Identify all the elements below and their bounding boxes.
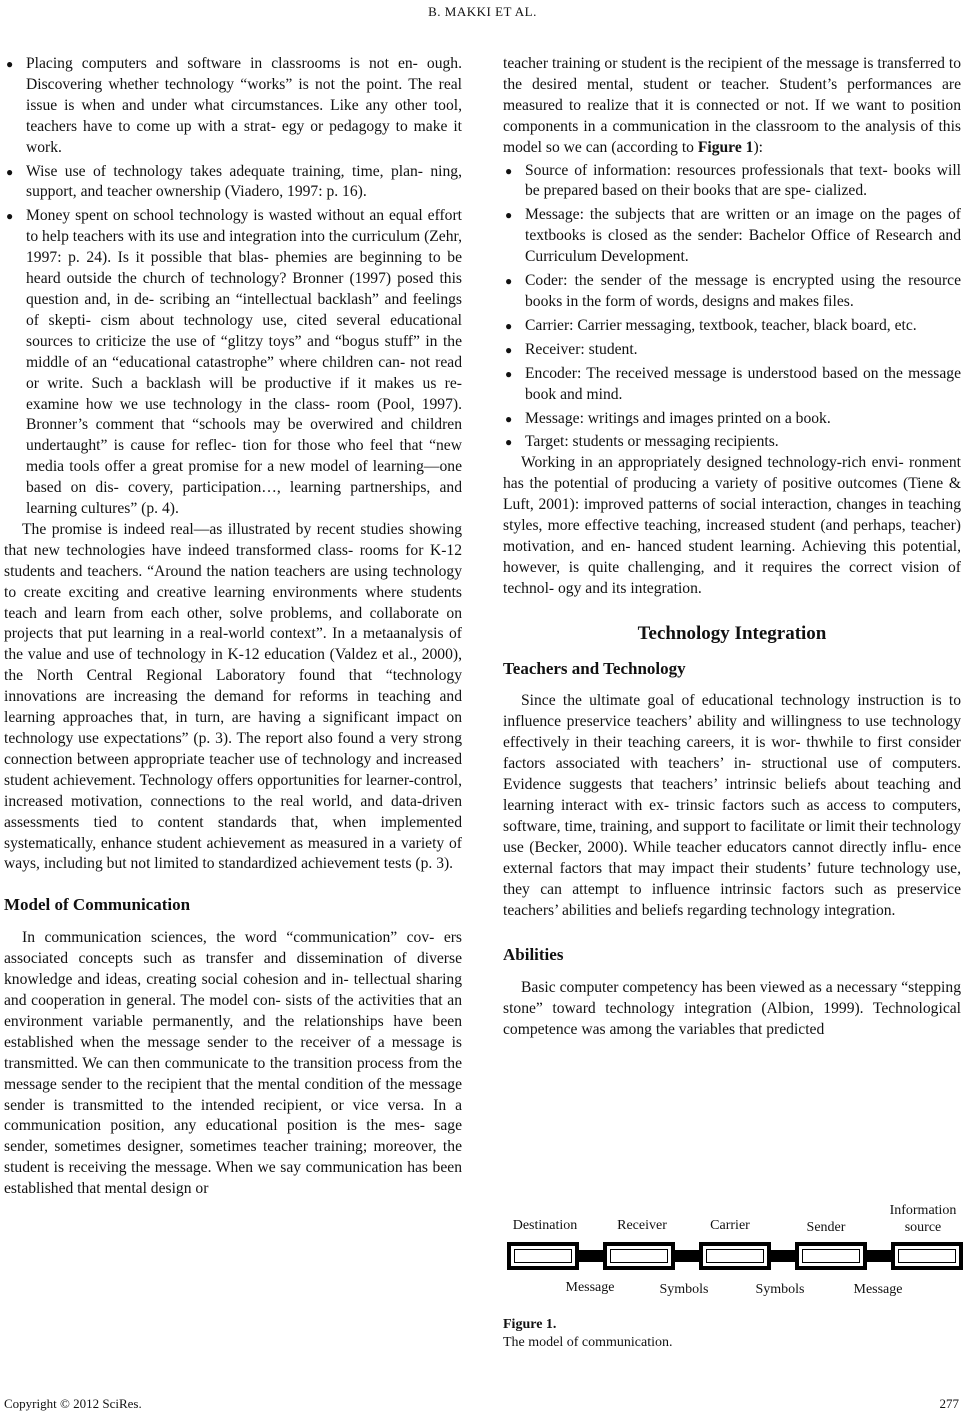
label-message-left: Message bbox=[565, 1280, 615, 1295]
label-receiver: Receiver bbox=[617, 1218, 667, 1233]
label-symbols-right: Symbols bbox=[755, 1282, 805, 1297]
bullet-icon: ● bbox=[505, 342, 513, 357]
label-information-source: Information source bbox=[889, 1203, 957, 1235]
list-item: ● Receiver: student. bbox=[503, 340, 961, 361]
information-source-box bbox=[891, 1242, 963, 1270]
left-bullet-list bbox=[4, 54, 462, 520]
list-item: ● Message: the subjects that are written or an image on the pages of textbooks is closed as the sender: Bachelor Office of Research and Curriculum Development. bbox=[505, 206, 961, 266]
figure-reference: Figure 1 bbox=[697, 138, 754, 156]
connector bbox=[867, 1250, 891, 1262]
list-item: ● Source of information: resources professionals that text- books will be prepared based on their books that are spe- cialized. bbox=[505, 161, 961, 200]
list-item: ● Coder: the sender of the message is encrypted using the resource books in the form of words, designs and makes files. bbox=[505, 272, 961, 310]
figure-caption bbox=[503, 1316, 673, 1352]
communication-model-figure bbox=[503, 1200, 965, 1320]
carrier-box bbox=[699, 1242, 771, 1270]
list-item: ● Message: writings and images printed on a book. bbox=[503, 409, 961, 430]
body-paragraph: The promise is indeed real—as illustrated by recent studies showing that new technologies have indeed transformed class- rooms for K-12 students and teachers. “Around the nation teachers are using technology to create exciting and creative learning environments where students teach and learn from each other, solve problems, and collaborate on projects that put learning in a real-world context”. In a metaanalysis of the value and use of technology in K-12 education (Valdez et al., 2000), the North Central Regional Laboratory found that “technology innovations are increasing the demand for reforms in teaching and learning approaches that, in turn, are having a significant impact on technology use expectations” (p. 3). The report also found a very strong connection between appropriate teacher use of technology and increased student achievement. Technology offers opportunities for learner-control, increased motivation, connections to the real world, and data-driven assessments tied to content standards that, when implemented systematically, enhance student achievement as measured in a variety of ways, including but not limited to standardized achievement tests (p. 3). bbox=[4, 520, 462, 873]
body-paragraph: teacher training or student is the recipient of the message is transferred to the desired mental, student or teacher. Student’s performances are measured to realize that it is connected or not. If we want to position components in a communication in the classroom to the analysis of this model so we can (according to Figure 1): bbox=[503, 55, 961, 156]
subsection-heading: Abilities bbox=[503, 945, 564, 965]
bullet-icon: ● bbox=[6, 164, 14, 179]
bullet-icon: ● bbox=[6, 57, 14, 71]
connector bbox=[771, 1250, 795, 1262]
label-message-right: Message bbox=[853, 1282, 903, 1297]
bullet-icon: ● bbox=[505, 208, 513, 223]
list-item: ● Encoder: The received message is understood based on the message book and mind. bbox=[505, 364, 961, 403]
section-heading: Technology Integration bbox=[637, 622, 827, 644]
figure-caption-title: Figure 1. bbox=[503, 1317, 557, 1332]
bullet-icon: ● bbox=[505, 163, 513, 178]
list-item: ● Placing computers and software in classrooms is not en- ough. Discovering whether technology “works” is not the point. The real issue is when and under what circumstances. Like any other tool, teachers have to come up with a strat- egy or pedagogy to make it work. bbox=[6, 55, 462, 156]
running-header: B. MAKKI ET AL. bbox=[428, 4, 537, 19]
list-item: ● Wise use of technology takes adequate training, time, plan- ning, support, and teacher ownership (Viadero, 1997: p. 16). bbox=[6, 162, 462, 201]
label-symbols-left: Symbols bbox=[659, 1282, 709, 1297]
connector bbox=[579, 1250, 603, 1262]
list-item: ● Money spent on school technology is wasted without an equal effort to help teachers with its use and integration into the curriculum (Zehr, 1997: p. 24). Is it possible that blas- phemies are beginning to be heard outside the church of technology? Bronner (1997) posed this question and, in de- scribing an “intellectual backlash” and feelings of skepti- cism about technology use, cited several educational sources to criticize the use of “glitzy toys” and “bogus stuff” in the middle of an “educational catastrophe” where children can- not read or write. Such a backlash will be productive if it makes us re-examine how we use technology in the class- room (Pool, 1997). Bronner’s comment that “schools may be overwired and children undertaught” is cause for reflec- tion for those who feel that “new media tools offer a great promise for a new model of learning—one based on dis- covery, participation…, learning partnerships, and learning cultures” (p. 4). bbox=[6, 207, 462, 518]
bullet-icon: ● bbox=[505, 318, 513, 333]
list-item: ● Target: students or messaging recipients. bbox=[503, 432, 961, 453]
subsection-heading: Teachers and Technology bbox=[503, 658, 686, 678]
figure-caption-text: The model of communication. bbox=[503, 1335, 673, 1350]
right-bullet-list bbox=[503, 161, 961, 454]
label-destination: Destination bbox=[512, 1218, 578, 1233]
section-heading: Model of Communication bbox=[4, 895, 191, 915]
list-item: ● Carrier: Carrier messaging, textbook, teacher, black board, etc. bbox=[503, 316, 961, 337]
body-paragraph: In communication sciences, the word “communication” cov- ers associated concepts such as transfer and dissemination of diverse knowledge and ideas, creating social cohesion and in- tellectual sharing and cooperation in general. The model con- sists of the activities that an environment variable permanently, and the relationships have been established when the message sender to the receiver of a message is transmitted. We can then communicate to the transition process from the message sender to the recipient that the mental condition of the message sender is transmitted to the intended recipient, or vice versa. In a communication position, any educational position is the mes- sage sender, sometimes designer, sometimes teacher training; moreover, the student is receiving the message. When we say communication has been established that mental design or bbox=[4, 929, 462, 1198]
label-carrier: Carrier bbox=[710, 1218, 750, 1233]
label-sender: Sender bbox=[806, 1220, 846, 1235]
bullet-icon: ● bbox=[6, 209, 14, 224]
sender-box bbox=[795, 1242, 867, 1270]
body-paragraph: Basic computer competency has been viewed as a necessary “stepping stone” toward technology integration (Albion, 1999). Technological competence was among the variables that predicted bbox=[503, 979, 961, 1039]
receiver-box bbox=[603, 1242, 675, 1270]
bullet-icon: ● bbox=[505, 411, 513, 426]
right-column bbox=[503, 54, 961, 1041]
body-paragraph: Working in an appropriately designed technology-rich envi- ronment has the potential of producing a variety of positive outcomes (Tiene & Luft, 2001): improved patterns of social interaction, changes in teaching styles, more effective teaching, increased student (and perhaps, teacher) motivation, and en- hanced student learning. Achieving this potential, however, is quite challenging, and it requires the correct vision of technol- ogy and its integration. bbox=[503, 454, 961, 597]
page-number: 277 bbox=[939, 1396, 959, 1411]
body-paragraph: Since the ultimate goal of educational technology instruction is to influence preservice teachers’ ability and willingness to use technology effectively in their teaching careers, it is wor- thwhile to first consider factors associated with teachers’ in- structional use of computers. Evidence suggests that teachers’ intrinsic beliefs about teaching and learning interact with ex- trinsic factors such as access to computers, software, time, training, and support to facilitate or limit their technology use (Becker, 2000). While teacher educators cannot directly influ- ence external factors that may impact their students’ future technology use, they can attempt to influence intrinsic factors such as preservice teachers’ abilities and beliefs regarding technology integration. bbox=[503, 692, 961, 919]
copyright-notice: Copyright © 2012 SciRes. bbox=[4, 1396, 142, 1411]
bullet-icon: ● bbox=[505, 274, 513, 289]
bullet-icon: ● bbox=[505, 435, 513, 450]
connector bbox=[675, 1250, 699, 1262]
left-column bbox=[4, 54, 462, 1200]
bullet-icon: ● bbox=[505, 366, 513, 381]
destination-box bbox=[507, 1242, 579, 1270]
